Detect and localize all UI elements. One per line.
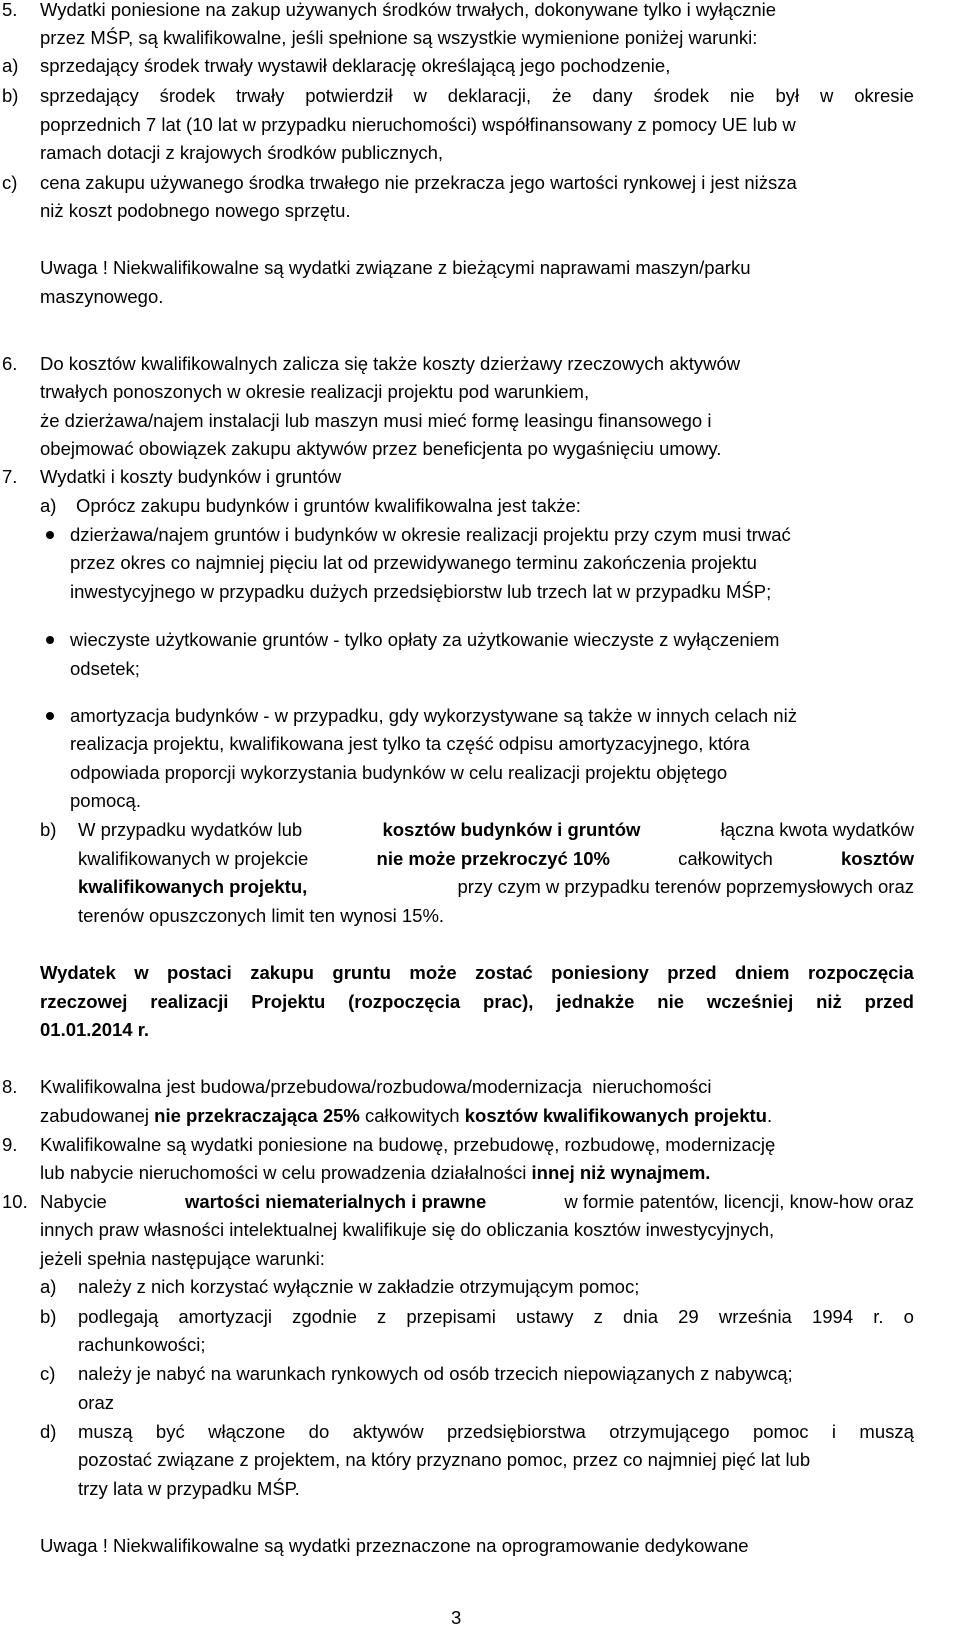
document-page: 5. Wydatki poniesione na zakup używanych środków trwałych, dokonywane tylko i wyłącznie przez MŚP, są kwalifikowalne, jeśli spełnione są wszystkie wymienione poniżej warunki: a) sprzedający środek trwały wystawił deklarację określającą jego pochodzenie, b) sprzedający środek trwały potwierdził w deklaracji, że dany środek nie był w okresie poprzednich 7 lat (10 lat w przypadku nieruchomości) współfinansowany z pomocy UE lub w ramach dotacji z krajowych środków publicznych, c) cena zakupu używanego środka trwałego nie przekracza jego wartości rynkowej i jest niższa niż koszt podobnego nowego sprzętu. Uwaga ! Niekwalifikowalne są wydatki związane z bieżącymi naprawami maszyn/parku maszynowego. 6. Do kosztów kwalifikowalnych zalicza się także koszty dzierżawy rzeczowych aktywów trwałych ponoszonych w okresie realizacji projektu pod warunkiem, że dzierżawa/najem instalacji lub maszyn musi mieć formę leasingu finansowego i obejmować obowiązek zakupu aktywów przez beneficjenta po wygaśnięciu umowy. 7. Wydatki i koszty budynków i gruntów a) Oprócz zakupu budynków i gruntów kwalifikowalna jest także: dzierżawa/najem gruntów i budynków w okresie realizacji projektu przy czym musi trwać przez okres co najmniej pięciu lat od przewidywanego terminu zakończenia projektu inwestycyjnego w przypadku dużych przedsiębiorstw lub trzech lat w przypadku MŚP; wieczyste użytkowanie gruntów - tylko opłaty za użytkowanie wieczyste z wyłączeniem odsetek; amortyzacja budynków - w przypadku, gdy wykorzystywane są także w innych celach niż realizacja projektu, kwalifikowana jest tylko ta część odpisu amortyzacyjnego, która odpowiada proporcji wykorzystania budynków w celu realizacji projektu objętego pomocą. b) W przypadku wydatków lub kosztów budynków i gruntów łączna kwota wydatków kwalifikowanych w projekcie nie może przekroczyć 10% całkowitych kosztów kwalifikowanych projektu, przy czym w przypadku terenów poprzemysłowych oraz terenów opuszczonych limit ten wynosi 15%. Wydatek w postaci zakupu gruntu może zostać poniesiony przed dniem rozpoczęcia rzeczowej realizacji Projektu (rozpoczęcia prac), jednakże nie wcześniej niż przed 01.01.2014 r. 8. Kwalifikowalna jest budowa/przebudowa/rozbudowa/modernizacja nieruchomości zabudowanej nie przekraczająca 25% całkowitych kosztów kwalifikowanych projektu. 9. Kwalifikowalne są wydatki poniesione na budowę, przebudowę, rozbudowę, modernizację lub nabycie nieruchomości w celu prowadzenia działalności innej niż wynajmem. 10. Nabycie wartości niematerialnych i prawne w formie patentów, licencji, know-how oraz innych praw własności intelektualnej kwalifikuje się do obliczania kosztów inwestycyjnych, jeżeli spełnia następujące warunki: a) należy z nich korzystać wyłącznie w zakładzie otrzymującym pomoc; b) podlegają amortyzacji zgodnie z przepisami ustawy z dnia 29 września 1994 r. o rachunkowości; c) należy je nabyć na warunkach rynkowych od osób trzecich niepowiązanych z nabywcą; oraz d) muszą być włączone do aktywów przedsiębiorstwa otrzymującego pomoc i muszą pozostać związane z projektem, na który przyznano pomoc, przez co najmniej pięć lat lub trzy lata w przypadku MŚP. Uwaga ! Niekwalifikowalne są wydatki przeznaczone na oprogramowanie dedykowane 3: [0, 0, 960, 1638]
bullet-dot-1: [46, 531, 54, 539]
bullet-dot-2: [46, 636, 54, 644]
item7-number: 7.: [2, 466, 18, 487]
item6-number: 6.: [2, 353, 18, 374]
bullet-dot-3: [46, 712, 54, 720]
item5-number: 5.: [2, 0, 18, 20]
item8-number: 8.: [2, 1076, 18, 1097]
item9-number: 9.: [2, 1134, 18, 1155]
item10-number: 10.: [2, 1191, 28, 1212]
item7-title: Wydatki i koszty budynków i gruntów: [40, 466, 342, 487]
